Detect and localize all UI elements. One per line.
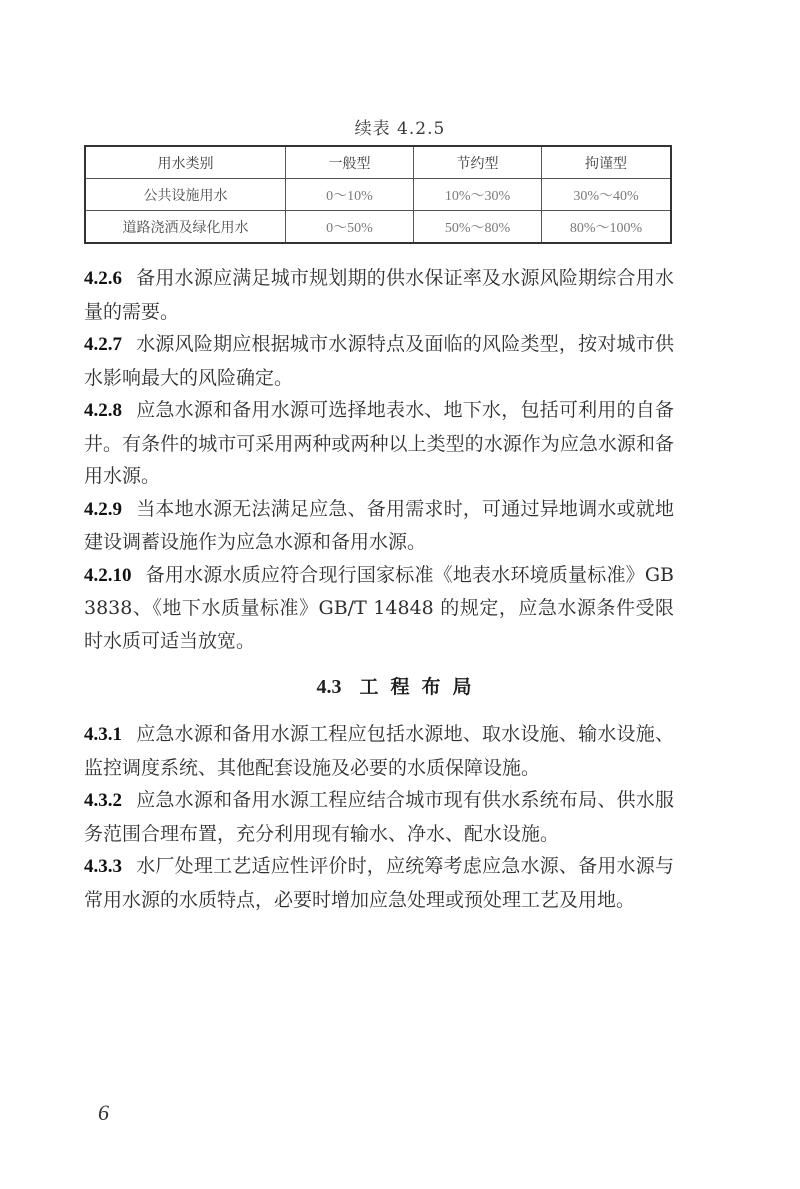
clauses-section-4-3 bbox=[84, 718, 674, 916]
clause-number: 4.2.8 bbox=[84, 400, 122, 421]
clause-text: 应急水源和备用水源工程应包括水源地、取水设施、输水设施、监控调度系统、其他配套设施及必要的水质保障设施。 bbox=[84, 723, 674, 779]
section-heading bbox=[0, 672, 800, 699]
cell-strict: 30%～40% bbox=[542, 179, 672, 211]
clause-text: 当本地水源无法满足应急、备用需求时，可通过异地调水或就地建设调蓄设施作为应急水源和备用水源。 bbox=[84, 497, 674, 553]
cell-strict: 80%～100% bbox=[542, 211, 672, 244]
clause-4-3-2 bbox=[84, 784, 674, 850]
clause-number: 4.3.2 bbox=[84, 790, 122, 811]
clause-4-2-7 bbox=[84, 328, 674, 394]
header-general: 一般型 bbox=[286, 146, 414, 179]
table-caption: 续表 4.2.5 bbox=[354, 119, 446, 139]
clause-text: 水厂处理工艺适应性评价时，应统筹考虑应急水源、备用水源与常用水源的水质特点，必要时增加应急处理或预处理工艺及用地。 bbox=[84, 855, 674, 911]
clause-text: 应急水源和备用水源工程应结合城市现有供水系统布局、供水服务范围合理布置，充分利用现有输水、净水、配水设施。 bbox=[84, 789, 674, 845]
cell-general: 0～10% bbox=[286, 179, 414, 211]
clause-4-3-3 bbox=[84, 850, 674, 916]
page-number: 6 bbox=[98, 1100, 109, 1125]
table-row bbox=[85, 179, 671, 211]
clause-number: 4.3.1 bbox=[84, 724, 122, 745]
clause-4-2-9 bbox=[84, 493, 674, 559]
clause-number: 4.2.10 bbox=[84, 564, 132, 586]
header-saving: 节约型 bbox=[414, 146, 542, 179]
row-category: 道路浇洒及绿化用水 bbox=[85, 211, 286, 244]
clause-4-2-10 bbox=[84, 559, 674, 658]
clause-number: 4.3.3 bbox=[84, 856, 122, 877]
header-strict: 拘谨型 bbox=[542, 146, 672, 179]
clause-text: 水源风险期应根据城市水源特点及面临的风险类型，按对城市供水影响最大的风险确定。 bbox=[84, 333, 674, 389]
header-category: 用水类别 bbox=[85, 146, 286, 179]
clause-number: 4.2.7 bbox=[84, 334, 122, 355]
cell-general: 0～50% bbox=[286, 211, 414, 244]
clause-text: 备用水源水质应符合现行国家标准《地表水环境质量标准》GB 3838、《地下水质量标准》GB/T 14848 的规定，应急水源条件受限时水质可适当放宽。 bbox=[84, 563, 674, 652]
clauses-section-4-2 bbox=[84, 262, 674, 657]
section-number: 4.3 bbox=[316, 676, 342, 698]
clause-4-2-6 bbox=[84, 262, 674, 328]
table-row bbox=[85, 211, 671, 244]
clause-4-2-8 bbox=[84, 394, 674, 493]
clause-text: 备用水源应满足城市规划期的供水保证率及水源风险期综合用水量的需要。 bbox=[84, 267, 674, 323]
clause-number: 4.2.9 bbox=[84, 498, 122, 520]
clause-number: 4.2.6 bbox=[84, 268, 122, 289]
clause-text: 应急水源和备用水源可选择地表水、地下水，包括可利用的自备井。有条件的城市可采用两种或两种以上类型的水源作为应急水源和备用水源。 bbox=[84, 399, 674, 487]
cell-saving: 50%～80% bbox=[414, 211, 542, 244]
row-category: 公共设施用水 bbox=[85, 179, 286, 211]
cell-saving: 10%～30% bbox=[414, 179, 542, 211]
table-header-row bbox=[85, 146, 671, 179]
section-title: 工程布局 bbox=[359, 676, 484, 698]
water-use-table bbox=[84, 145, 672, 244]
clause-4-3-1 bbox=[84, 718, 674, 784]
